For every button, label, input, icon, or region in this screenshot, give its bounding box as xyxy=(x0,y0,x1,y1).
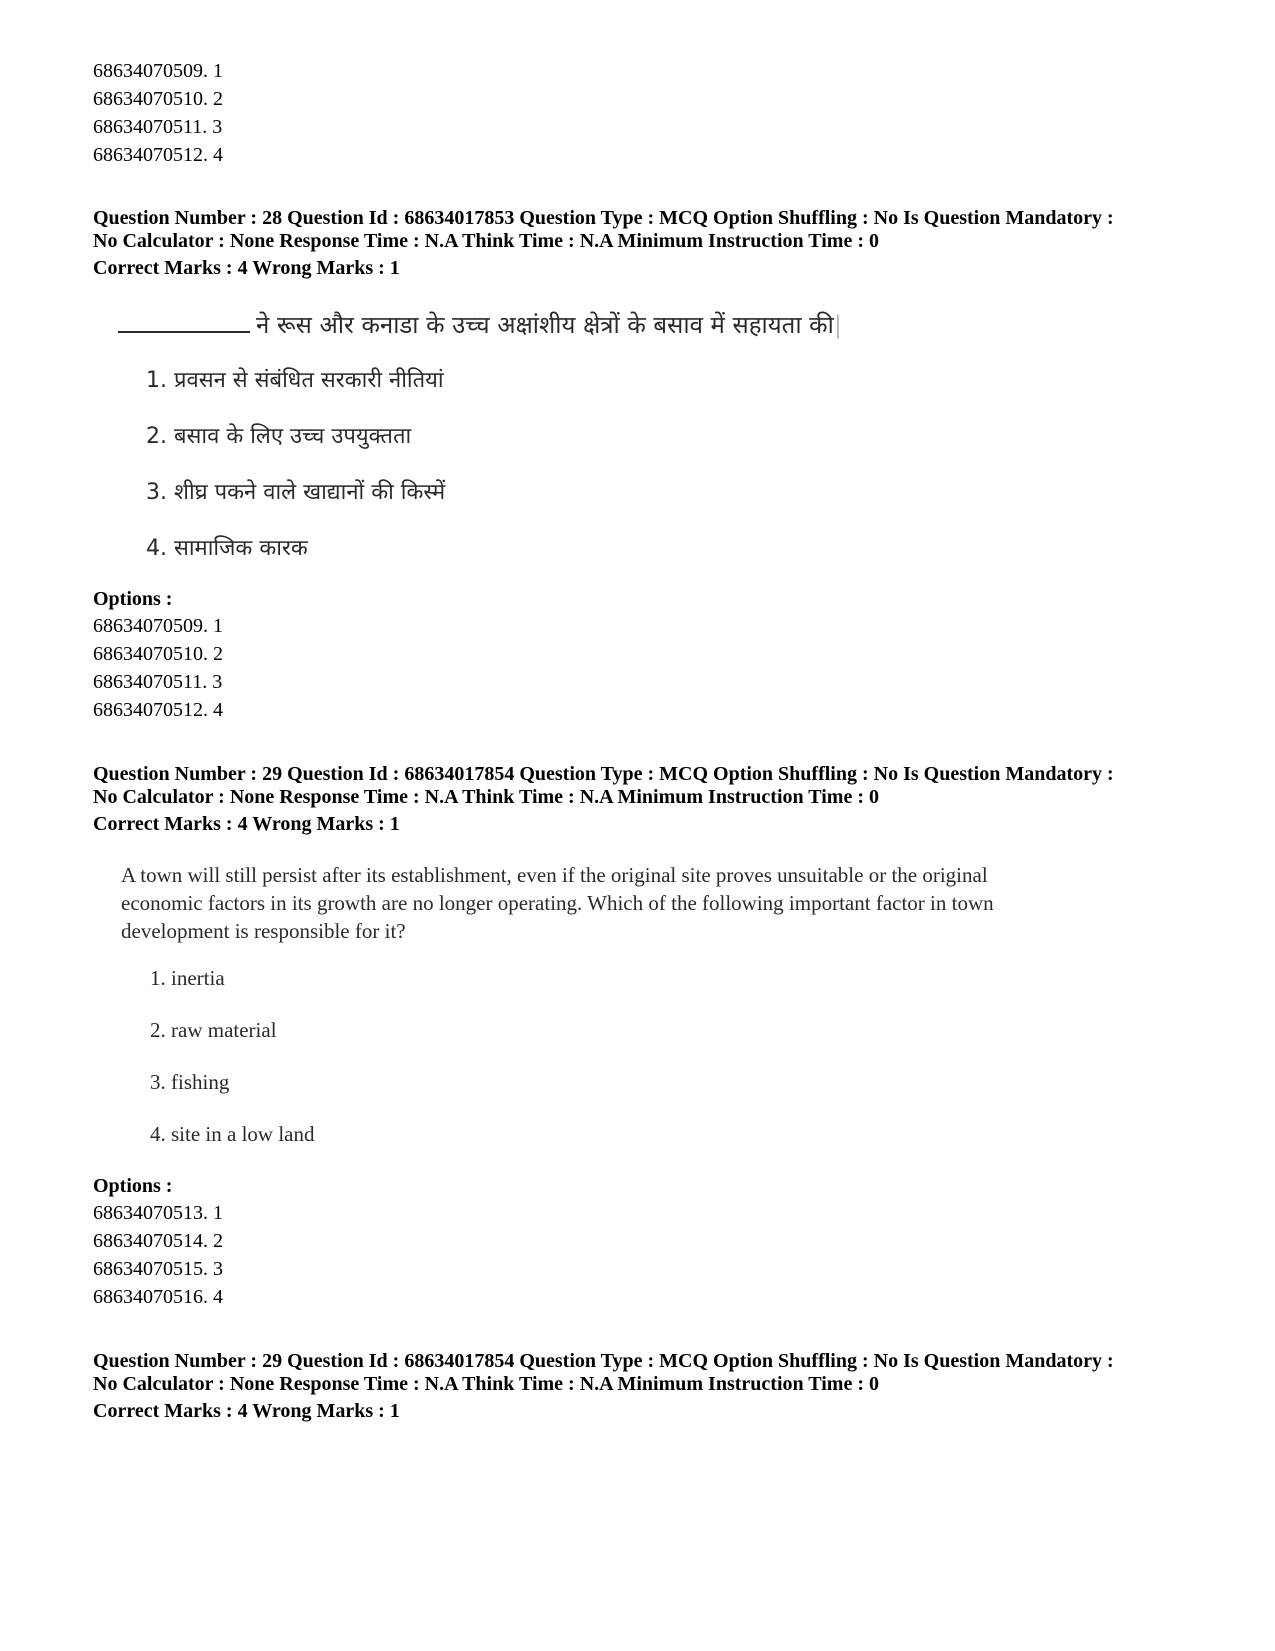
option-line: 68634070513. 1 xyxy=(93,1202,223,1224)
answer-choice: 3. fishing xyxy=(150,1070,230,1094)
question-marks: Correct Marks : 4 Wrong Marks : 1 xyxy=(93,257,400,279)
option-line: 68634070510. 2 xyxy=(93,643,223,665)
question-stem-text: ने रूस और कनाडा के उच्च अक्षांशीय क्षेत्रों के बसाव में सहायता की xyxy=(256,311,834,339)
question-stem-line: A town will still persist after its establishment, even if the original site proves unsuitable or the original xyxy=(121,863,988,887)
question-stem-line: development is responsible for it? xyxy=(121,919,406,943)
question-header: Question Number : 29 Question Id : 68634017854 Question Type : MCQ Option Shuffling : No Is Question Mandatory : xyxy=(93,1350,1114,1372)
option-line: 68634070514. 2 xyxy=(93,1230,223,1252)
question-header: No Calculator : None Response Time : N.A Think Time : N.A Minimum Instruction Time : 0 xyxy=(93,786,879,808)
option-line: 68634070511. 3 xyxy=(93,116,223,138)
answer-choice: 2. बसाव के लिए उच्च उपयुक्तता xyxy=(146,424,412,449)
option-line: 68634070515. 3 xyxy=(93,1258,223,1280)
option-line: 68634070516. 4 xyxy=(93,1286,223,1308)
options-label: Options : xyxy=(93,588,173,610)
answer-choice: 1. inertia xyxy=(150,966,225,990)
option-line: 68634070509. 1 xyxy=(93,60,223,82)
option-line: 68634070512. 4 xyxy=(93,144,223,166)
question-header: No Calculator : None Response Time : N.A Think Time : N.A Minimum Instruction Time : 0 xyxy=(93,1373,879,1395)
question-header: Question Number : 28 Question Id : 68634017853 Question Type : MCQ Option Shuffling : No Is Question Mandatory : xyxy=(93,207,1114,229)
question-stem-line: economic factors in its growth are no longer operating. Which of the following important factor in town xyxy=(121,891,994,915)
answer-choice: 2. raw material xyxy=(150,1018,277,1042)
option-line: 68634070509. 1 xyxy=(93,615,223,637)
option-line: 68634070512. 4 xyxy=(93,699,223,721)
options-label: Options : xyxy=(93,1175,173,1197)
answer-choice: 4. सामाजिक कारक xyxy=(146,536,308,561)
question-stem: ने रूस और कनाडा के उच्च अक्षांशीय क्षेत्रों के बसाव में सहायता की| xyxy=(118,309,842,340)
blank-line xyxy=(118,309,250,333)
option-line: 68634070511. 3 xyxy=(93,671,223,693)
option-line: 68634070510. 2 xyxy=(93,88,223,110)
answer-choice: 1. प्रवसन से संबंधित सरकारी नीतियां xyxy=(146,368,444,393)
answer-choice: 3. शीघ्र पकने वाले खाद्यानों की किस्में xyxy=(146,480,446,505)
question-header: No Calculator : None Response Time : N.A Think Time : N.A Minimum Instruction Time : 0 xyxy=(93,230,879,252)
question-stem xyxy=(121,861,1131,945)
question-marks: Correct Marks : 4 Wrong Marks : 1 xyxy=(93,813,400,835)
question-marks: Correct Marks : 4 Wrong Marks : 1 xyxy=(93,1400,400,1422)
answer-choice: 4. site in a low land xyxy=(150,1122,315,1146)
question-header: Question Number : 29 Question Id : 68634017854 Question Type : MCQ Option Shuffling : No Is Question Mandatory : xyxy=(93,763,1114,785)
